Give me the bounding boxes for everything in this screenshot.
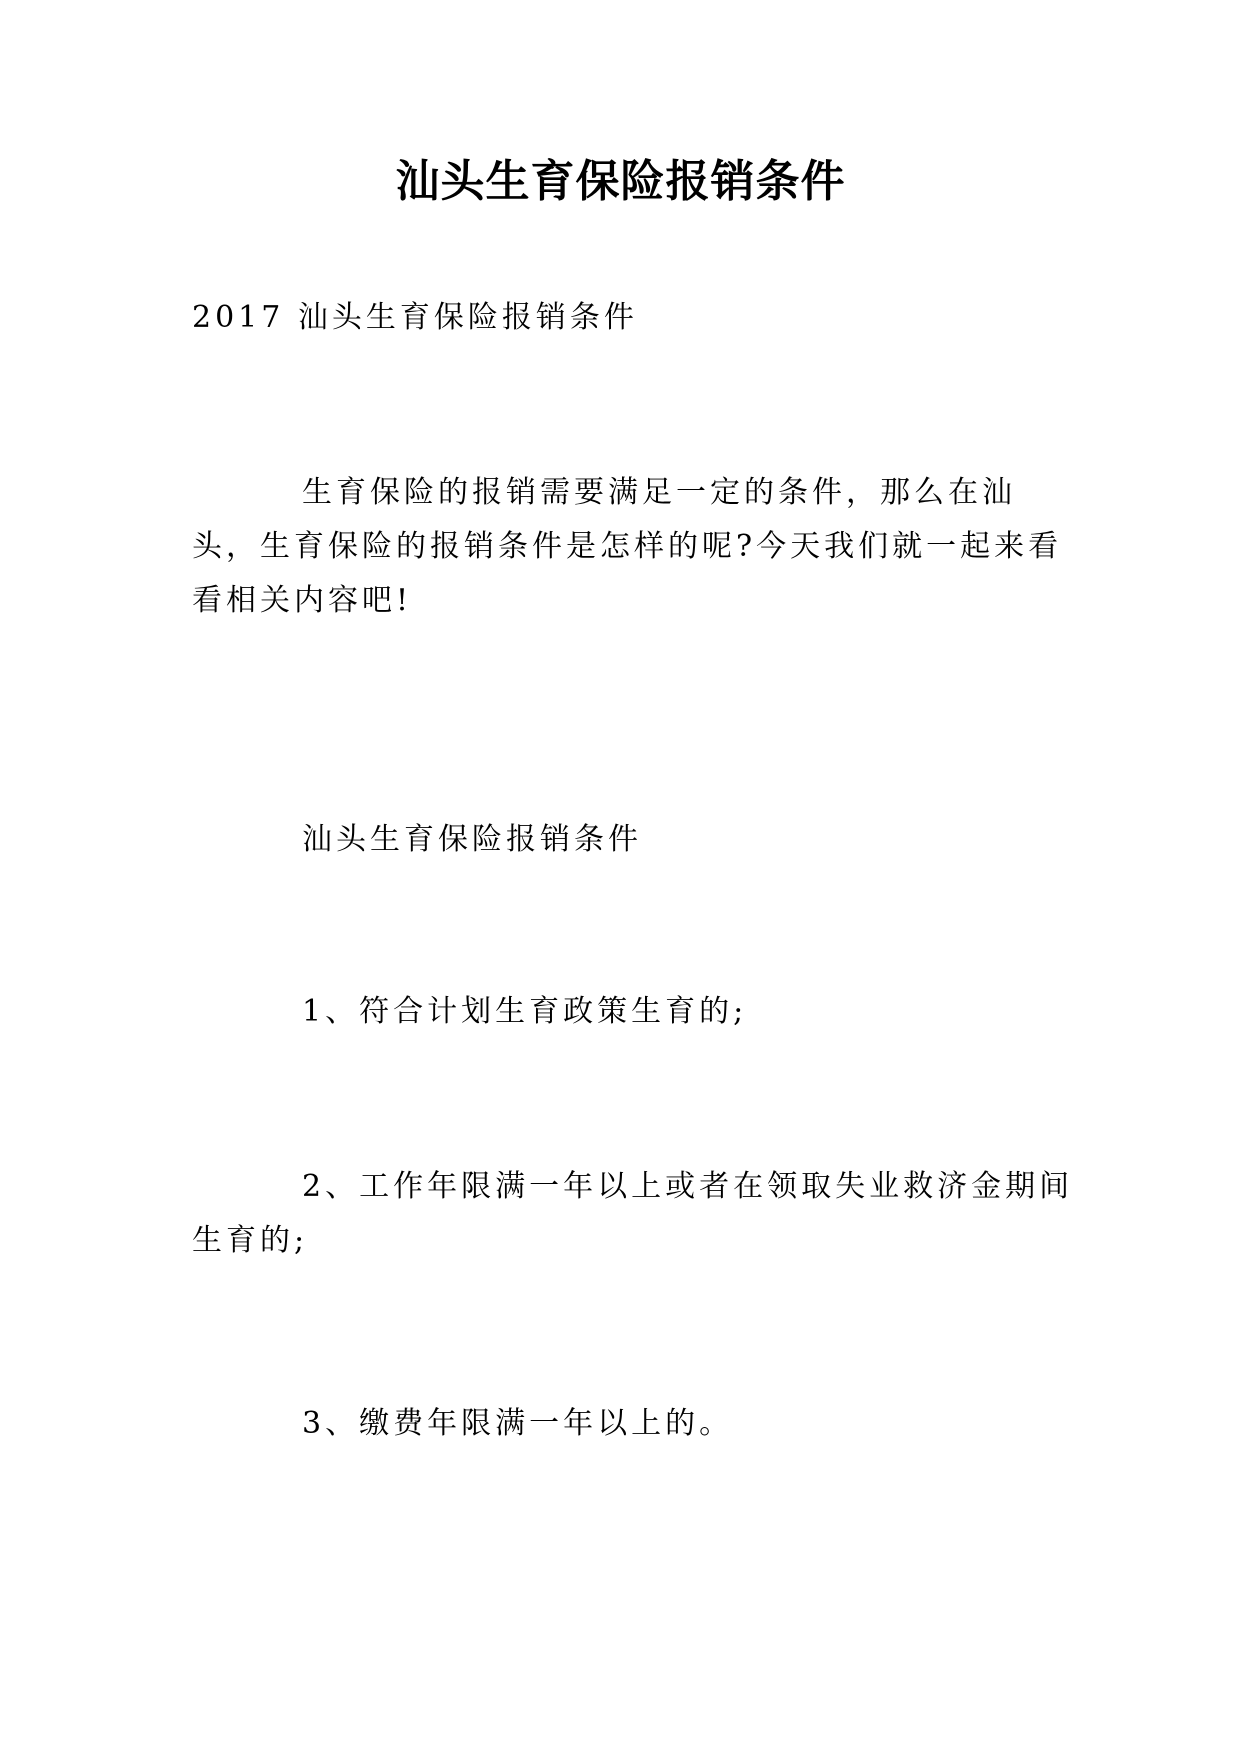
condition-item-2: 2、工作年限满一年以上或者在领取失业救济金期间生育的; xyxy=(192,1169,1074,1258)
document-subtitle: 2017 汕头生育保险报销条件 xyxy=(192,300,638,335)
document-title: 汕头生育保险报销条件 xyxy=(395,156,846,207)
condition-item-3: 3、缴费年限满一年以上的。 xyxy=(302,1406,734,1441)
intro-paragraph: 生育保险的报销需要满足一定的条件，那么在汕头，生育保险的报销条件是怎样的呢?今天我们就一起来看看相关内容吧! xyxy=(192,475,1063,618)
section-heading: 汕头生育保险报销条件 xyxy=(302,822,642,857)
condition-item-1: 1、符合计划生育政策生育的; xyxy=(302,994,748,1029)
